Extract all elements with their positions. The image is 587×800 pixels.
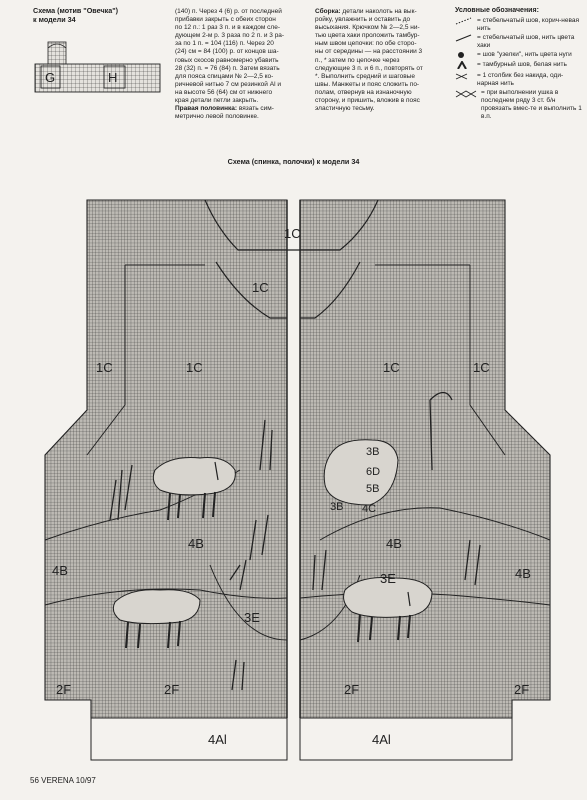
label-1c-right-inner: 1C — [383, 360, 400, 375]
label-6d: 6D — [366, 466, 381, 478]
instr-line: дующем 2-м р. 3 раза по 2 п. и 3 ра- — [175, 32, 285, 40]
assembly-title: Сборка: — [315, 8, 341, 15]
motif-scheme-top-block — [48, 42, 66, 64]
label-4al-left: 4Al — [208, 732, 227, 747]
label-3b-b: 3B — [330, 501, 344, 513]
instr-line: говых скосов равномерно убавить — [175, 56, 279, 64]
main-scheme-title: Схема (спинка, полочки) к модели 34 — [227, 157, 360, 166]
motif-scheme-drawing — [35, 42, 160, 92]
instr-line: края детали петли закрыть. — [175, 97, 259, 105]
assembly-line: полам, отвернув на изнаночную — [315, 88, 412, 96]
motif-scheme-title: Схема (мотив "Овечка") — [33, 6, 119, 15]
label-4b-left-edge: 4B — [52, 563, 68, 578]
instr-line: на высоте 56 (64) см от нижнего — [175, 88, 273, 96]
front-edges — [287, 200, 300, 718]
assembly-line: эластичную тесьму. — [315, 105, 375, 113]
assembly-line: высыхания. Крючком № 2—2,5 ни- — [315, 24, 420, 32]
label-2f-3: 2F — [344, 682, 360, 697]
assembly-line: ным швом цепочки: по обе сторо- — [315, 40, 417, 48]
instr-line: ричневой нитью 7 см резинкой Al и — [175, 80, 281, 88]
label-1c-yoke: 1C — [252, 280, 269, 295]
legend-text: = 1 столбик без накида, оди-нарная нить — [477, 71, 564, 87]
label-3e-left: 3E — [244, 610, 260, 625]
label-3b-a: 3B — [366, 446, 380, 458]
legend-title: Условные обозначения: — [455, 7, 539, 14]
label-1c-right-side: 1C — [473, 360, 490, 375]
assembly-line: ны от середины — на расстоянии 3 — [315, 48, 423, 56]
label-1c-left-side: 1C — [96, 360, 113, 375]
label-5b: 5B — [366, 483, 380, 495]
instr-line: 28 (32) п. = 76 (84) п. Затем вязать — [175, 64, 280, 72]
legend-text: = тамбурный шов, белая нить — [477, 60, 567, 68]
label-4b-right-edge: 4B — [515, 566, 531, 581]
instr-line: для пояса спицами № 2—2,5 ко- — [175, 72, 274, 80]
assembly-line: ройку, увлажнить и оставить до — [315, 16, 411, 24]
motif-scheme-subtitle: к модели 34 — [33, 14, 76, 24]
page-footer: 56 VERENA 10/97 — [30, 776, 96, 785]
assembly-line: сторону, и пришить, вложив в пояс — [315, 97, 420, 105]
label-4b-right-center: 4B — [386, 536, 402, 551]
legend-text: = стебельчатый шов, нить цвета хаки — [477, 34, 575, 50]
label-3e-right: 3E — [380, 571, 396, 586]
label-4al-right: 4Al — [372, 732, 391, 747]
instr-line: прибавки закрыть с обеих сторон — [175, 16, 276, 24]
motif-label-g: G — [45, 70, 56, 85]
instr-line: за по 1 п. = 104 (116) п. Через 20 — [175, 40, 274, 48]
label-1c-left-inner: 1C — [186, 360, 203, 375]
right-waistband — [300, 718, 512, 760]
label-2f-2: 2F — [164, 682, 180, 697]
right-half-text-2: метрично левой половинке. — [175, 113, 259, 121]
motif-label-h: H — [108, 70, 118, 85]
legend-text: = шов "узелки", нить цвета нуги — [477, 51, 572, 59]
assembly-line: тью цвета хаки проложить тамбур- — [315, 32, 420, 40]
assembly-line: швы. Манжеты и пояс сложить по- — [315, 80, 420, 88]
right-half-title: Правая половинка: — [175, 105, 238, 113]
assembly-line: *. Выполнить средний и шаговые — [315, 72, 415, 80]
legend-text: = стебельчатый шов, корич-невая нить — [477, 17, 579, 33]
assembly-line: детали наколоть на вык- — [342, 8, 417, 15]
instr-line: (140) п. Через 4 (6) р. от последней — [175, 8, 282, 15]
label-2f-4: 2F — [514, 682, 530, 697]
right-half-text-1: вязать сим- — [238, 105, 274, 113]
instr-line: по 12 п.: 1 раз 3 п. и в каждом сле- — [175, 24, 280, 32]
garment-scheme — [45, 200, 550, 760]
label-4c: 4C — [362, 503, 377, 515]
instr-line: (24) см = 84 (100) р. от концов ша- — [175, 48, 279, 56]
left-half-outline — [45, 200, 287, 718]
assembly-line: п., * затем по цепочке через — [315, 56, 400, 64]
label-2f-1: 2F — [56, 682, 72, 697]
left-waistband — [91, 718, 287, 760]
label-1c-top: 1C — [284, 226, 301, 241]
assembly-line: следующие 3 п. и 6 п., повторять от — [315, 64, 423, 72]
legend-text: = при выполнении ушка в последнем ряду 3 ст. б/н провязать вмес-те и выполнить 1 в.п. — [481, 88, 582, 121]
label-4b-left-center: 4B — [188, 536, 204, 551]
